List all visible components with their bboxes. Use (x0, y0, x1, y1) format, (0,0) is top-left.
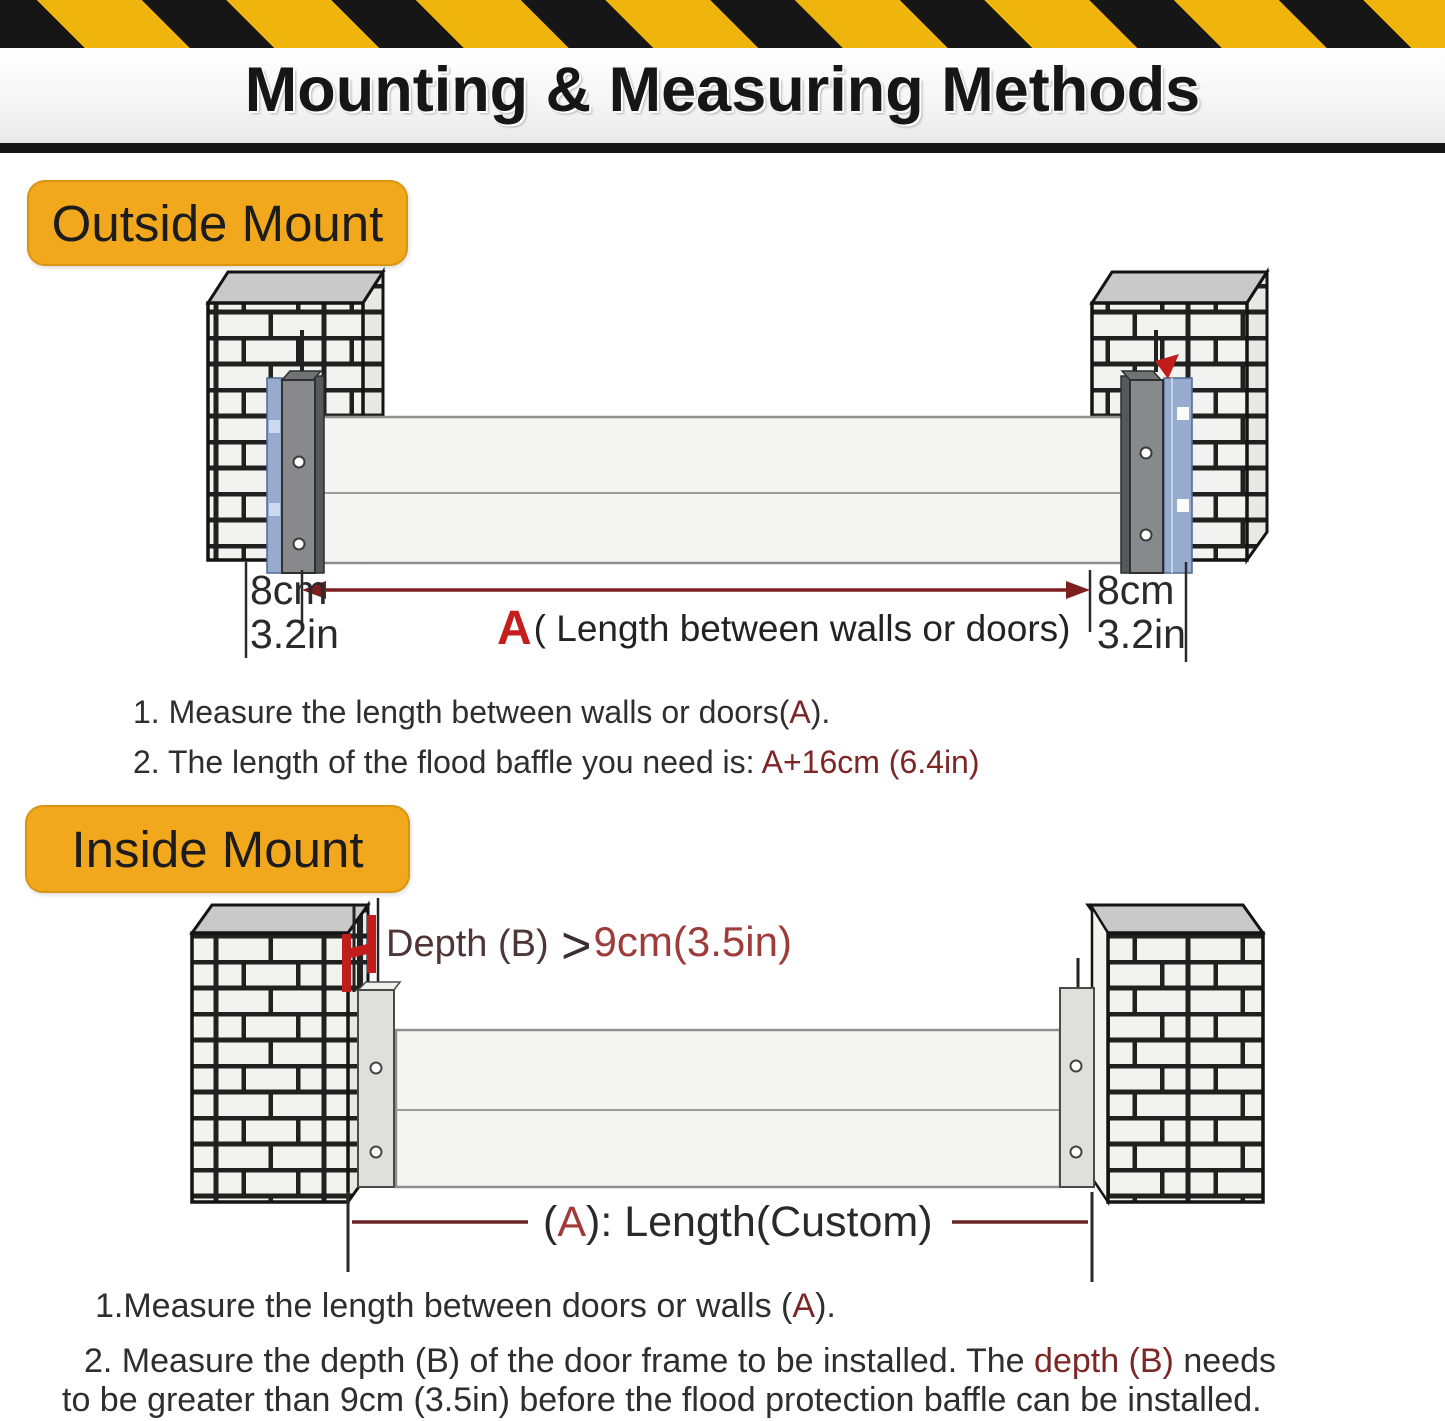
screw-hole (371, 1147, 382, 1158)
outside-step-1-highlight: A (789, 694, 811, 730)
page-title: Mounting & Measuring Methods (244, 55, 1201, 125)
outside-step-1 (133, 694, 830, 731)
outside-flood-barrier-panels (316, 417, 1130, 563)
inside-step-2-end: needs (1173, 1342, 1276, 1380)
inside-right-brick-pillar (1088, 905, 1263, 1202)
dimension-left-label (250, 568, 339, 656)
inside-step-2-text: 2. Measure the depth (B) of the door frame to be installed. The (84, 1342, 1035, 1380)
dimension-arrow (302, 581, 1090, 599)
outside-step-1-end: ). (810, 694, 831, 730)
dimension-right-in: 3.2in (1097, 611, 1186, 657)
outside-step-2-text: 2. The length of the flood baffle you need is: (133, 744, 762, 780)
screw-hole (294, 539, 305, 550)
screw-hole (294, 457, 305, 468)
length-custom-letter: A (557, 1198, 587, 1246)
inside-step-1 (95, 1287, 836, 1326)
outside-mount-badge: Outside Mount (27, 180, 408, 266)
inside-step-2-highlight: depth (B) (1034, 1342, 1174, 1380)
inside-step-1-text: 1.Measure the length between doors or walls ( (95, 1287, 793, 1325)
length-a-text: ( Length between walls or doors) (533, 608, 1071, 649)
depth-b-label (386, 916, 792, 976)
screw-hole (1071, 1147, 1082, 1158)
inside-flood-barrier-panels (396, 1030, 1060, 1187)
depth-b-text: Depth (B) (386, 923, 560, 965)
outside-step-2-highlight: A+16cm (6.4in) (761, 744, 980, 780)
outside-step-1-text: 1. Measure the length between walls or doors( (133, 694, 790, 730)
greater-than-sign: > (561, 917, 592, 975)
depth-b-value: 9cm(3.5in) (593, 918, 792, 965)
right-u-channel (1164, 378, 1192, 573)
dimension-right-cm: 8cm (1097, 567, 1175, 613)
length-a-label (497, 601, 1070, 656)
screw-hole (1141, 530, 1152, 541)
inside-left-brick-pillar (192, 905, 368, 1202)
inside-mount-badge: Inside Mount (25, 805, 410, 893)
inside-step-1-end: ). (815, 1287, 836, 1325)
inside-left-bracket (358, 982, 400, 1187)
inside-step-1-highlight: A (792, 1287, 816, 1325)
screw-hole (1071, 1061, 1082, 1072)
length-custom-label (543, 1198, 933, 1247)
dimension-left-cm: 8cm (250, 567, 328, 613)
length-custom-open: ( (543, 1198, 558, 1246)
outside-step-2 (133, 744, 980, 781)
dimension-right-label (1097, 568, 1186, 656)
inside-step-2-line-1 (84, 1342, 1276, 1381)
inside-right-bracket (1060, 958, 1094, 1187)
left-u-channel (267, 378, 282, 573)
screw-hole (1141, 448, 1152, 459)
dimension-left-in: 3.2in (250, 611, 339, 657)
screw-hole (371, 1063, 382, 1074)
length-a-letter: A (497, 602, 532, 655)
inside-step-2-line-2 (62, 1381, 1262, 1420)
length-custom-text: ): Length(Custom) (586, 1198, 933, 1246)
inside-step-2-wrap-text: to be greater than 9cm (3.5in) before the flood protection baffle can be installed. (62, 1381, 1262, 1419)
